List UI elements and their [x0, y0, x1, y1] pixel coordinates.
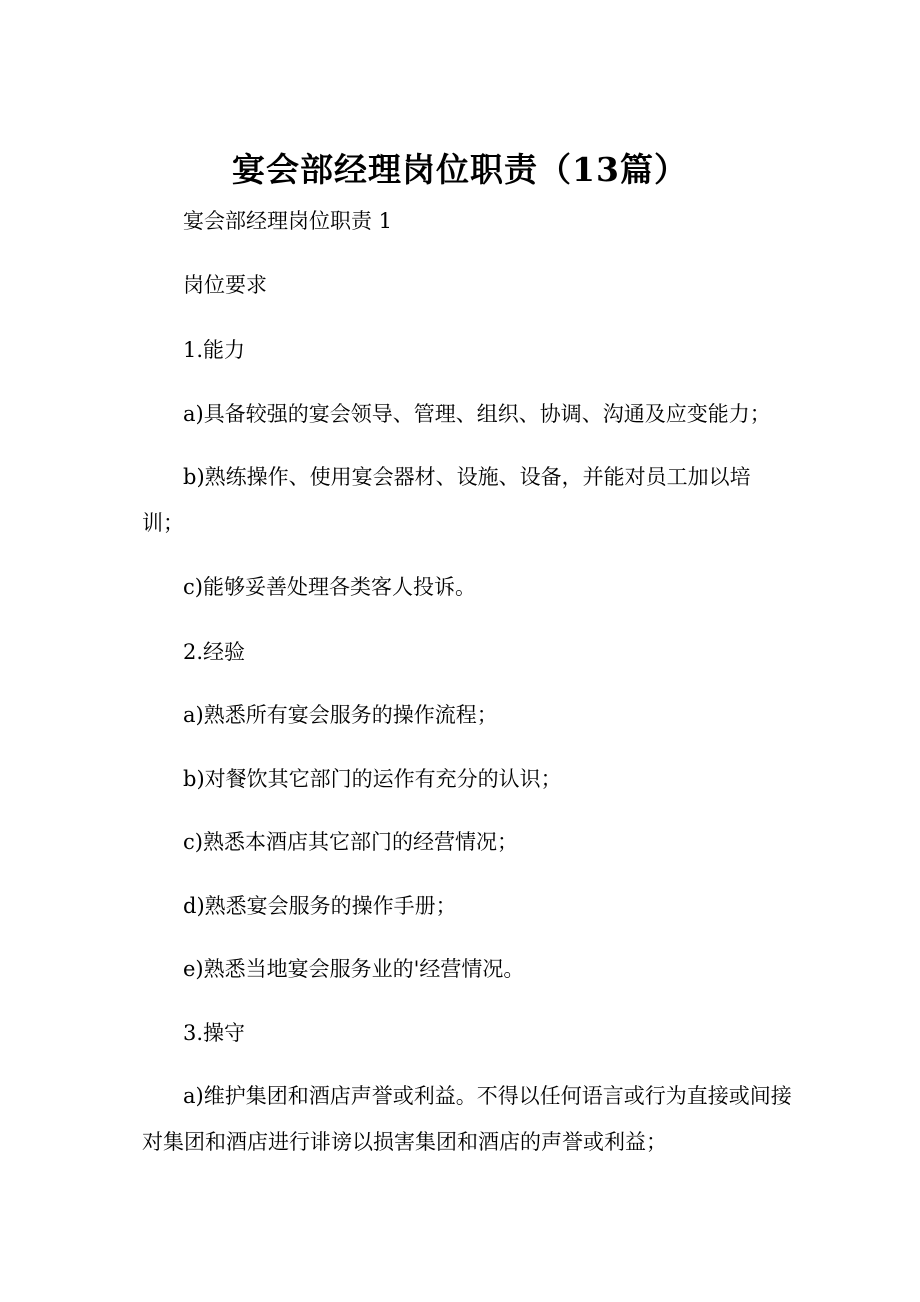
paragraph: d)熟悉宴会服务的操作手册； — [183, 894, 457, 918]
paragraph: c)熟悉本酒店其它部门的经营情况； — [183, 830, 518, 854]
section-heading: 宴会部经理岗位职责 1 — [183, 209, 393, 233]
paragraph: c)能够妥善处理各类客人投诉。 — [183, 575, 476, 599]
paragraph: a)维护集团和酒店声誉或利益。不得以任何语言或行为直接或间接对集团和酒店进行诽谤以损害集团和酒店的声誉或利益； — [142, 1084, 792, 1154]
paragraph: 岗位要求 — [183, 273, 267, 297]
paragraph: 2.经验 — [183, 640, 246, 664]
paragraph: b)熟练操作、使用宴会器材、设施、设备，并能对员工加以培训； — [142, 465, 751, 535]
document-title: 宴会部经理岗位职责（13篇） — [232, 150, 688, 189]
paragraph: b)对餐饮其它部门的运作有充分的认识； — [183, 767, 562, 791]
paragraph: e)熟悉当地宴会服务业的'经营情况。 — [183, 957, 525, 981]
paragraph: a)熟悉所有宴会服务的操作流程； — [183, 703, 498, 727]
paragraph: a)具备较强的宴会领导、管理、组织、协调、沟通及应变能力； — [183, 402, 771, 426]
paragraph: 3.操守 — [183, 1021, 246, 1045]
paragraph: 1.能力 — [183, 338, 246, 362]
